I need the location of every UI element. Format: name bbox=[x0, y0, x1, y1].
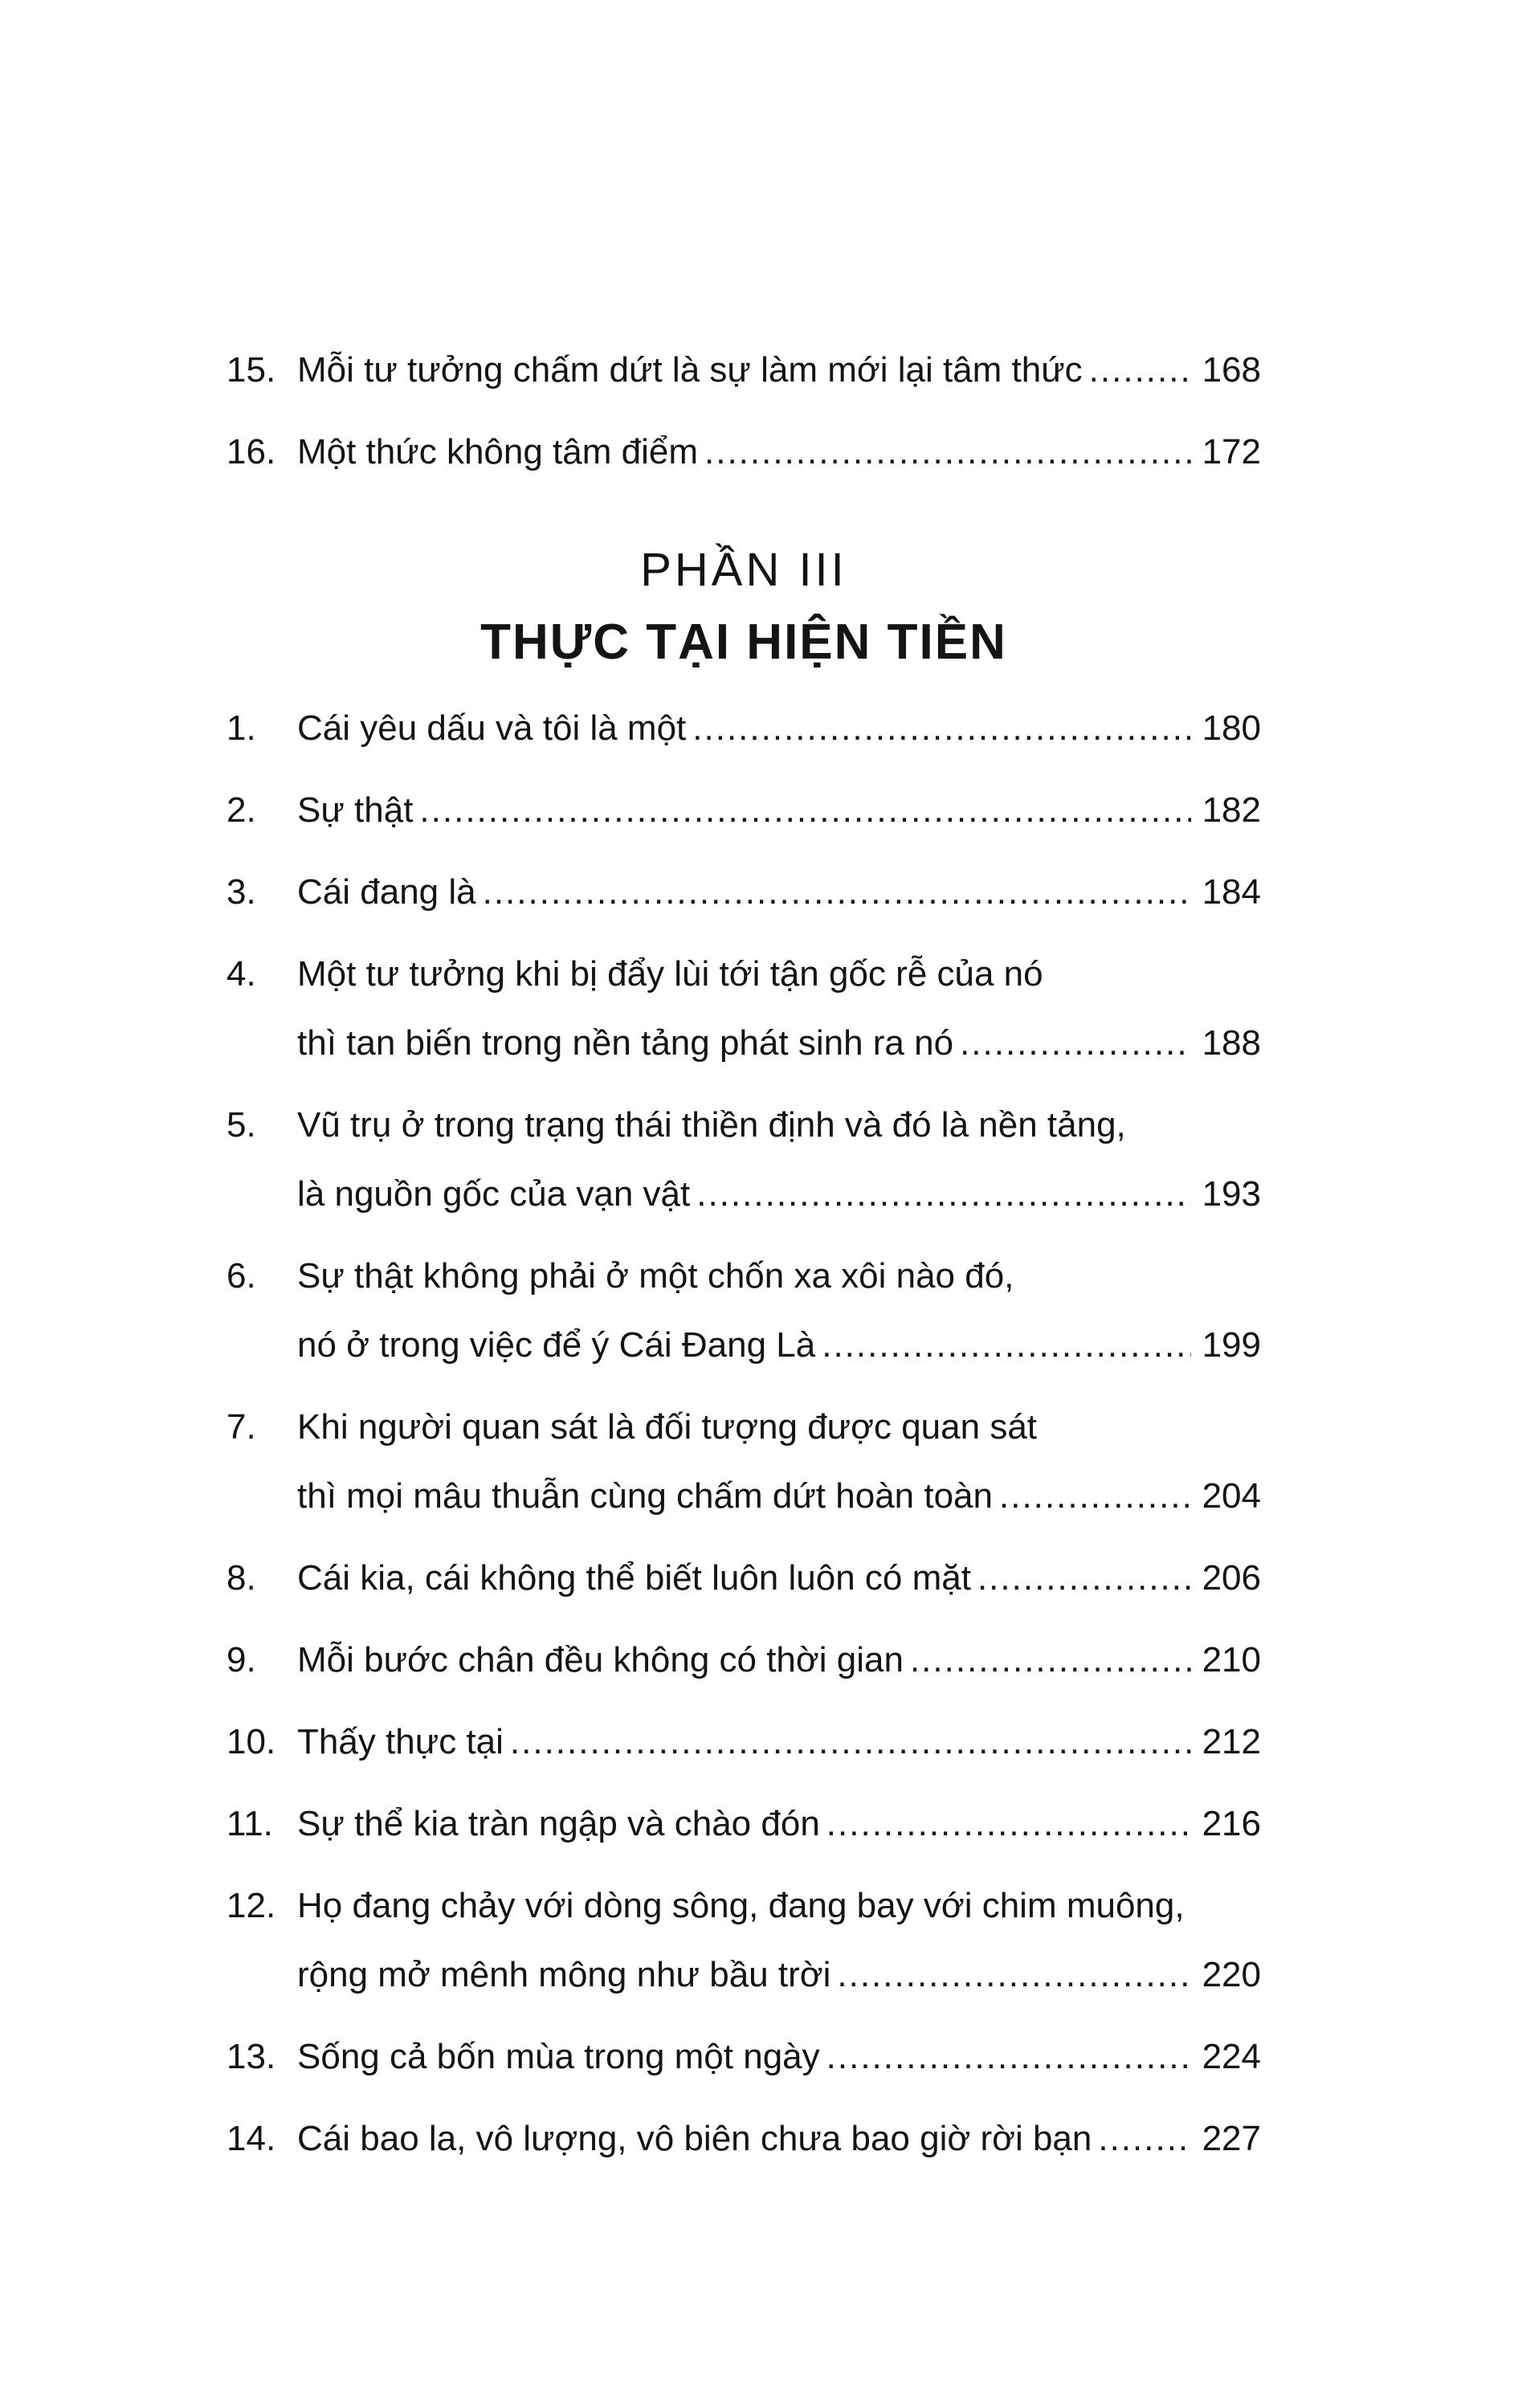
entry-body bbox=[297, 1626, 1261, 1695]
entry-number: 2. bbox=[226, 790, 256, 830]
entry-line bbox=[297, 2104, 1261, 2173]
entry-title: Sự thể kia tràn ngập và chào đón bbox=[297, 1804, 820, 1843]
entry-line bbox=[297, 858, 1261, 927]
entry-line bbox=[297, 1311, 1261, 1380]
toc-entry bbox=[226, 418, 1261, 487]
entry-line bbox=[297, 694, 1261, 763]
section-heading bbox=[226, 541, 1261, 675]
entry-title: Thấy thực tại bbox=[297, 1722, 504, 1761]
dot-leader bbox=[483, 858, 1191, 927]
entry-title: thì mọi mâu thuẫn cùng chấm dứt hoàn toàn bbox=[297, 1476, 993, 1516]
entry-line bbox=[297, 776, 1261, 845]
entry-body bbox=[297, 418, 1261, 487]
dot-leader bbox=[696, 1160, 1190, 1229]
entry-body bbox=[297, 1393, 1261, 1531]
entry-line bbox=[297, 418, 1261, 487]
entry-page-number: 216 bbox=[1202, 1804, 1261, 1843]
entry-page-number: 180 bbox=[1202, 708, 1261, 748]
dot-leader bbox=[704, 418, 1191, 487]
dot-leader bbox=[822, 1311, 1190, 1380]
entry-body bbox=[297, 2022, 1261, 2092]
toc-entry bbox=[226, 1242, 1261, 1380]
entry-number: 15. bbox=[226, 350, 276, 390]
dot-leader bbox=[419, 776, 1190, 845]
toc-entry bbox=[226, 940, 1261, 1078]
dot-leader bbox=[960, 1009, 1191, 1078]
entry-number: 4. bbox=[226, 954, 256, 994]
entry-body bbox=[297, 694, 1261, 763]
dot-leader bbox=[826, 2022, 1191, 2092]
entry-line bbox=[297, 1009, 1261, 1078]
entry-number: 8. bbox=[226, 1558, 256, 1598]
entry-number: 5. bbox=[226, 1105, 256, 1145]
entry-line bbox=[297, 1242, 1261, 1311]
part-label: PHẦN III bbox=[640, 544, 847, 596]
dot-leader bbox=[510, 1708, 1191, 1777]
entry-line bbox=[297, 336, 1261, 405]
entry-title: Mỗi bước chân đều không có thời gian bbox=[297, 1640, 904, 1679]
entry-line bbox=[297, 1544, 1261, 1613]
toc-entry bbox=[226, 1626, 1261, 1695]
toc-entry bbox=[226, 776, 1261, 845]
toc-entry bbox=[226, 1091, 1261, 1229]
dot-leader bbox=[999, 1462, 1191, 1531]
toc-entry bbox=[226, 1708, 1261, 1777]
toc-entry bbox=[226, 1790, 1261, 1859]
entry-page-number: 220 bbox=[1202, 1955, 1261, 1994]
entry-body bbox=[297, 2104, 1261, 2173]
dot-leader bbox=[826, 1790, 1191, 1859]
dot-leader bbox=[977, 1544, 1191, 1613]
toc-entry bbox=[226, 2104, 1261, 2173]
entry-page-number: 184 bbox=[1202, 872, 1261, 912]
part-title: THỰC TẠI HIỆN TIỀN bbox=[480, 614, 1007, 670]
entry-title: Một tư tưởng khi bị đẩy lùi tới tận gốc rễ của nó bbox=[297, 954, 1043, 994]
entry-number: 3. bbox=[226, 872, 256, 912]
entry-title: Cái bao la, vô lượng, vô biên chưa bao giờ rời bạn bbox=[297, 2119, 1092, 2158]
toc-entry bbox=[226, 336, 1261, 405]
entry-number: 13. bbox=[226, 2037, 276, 2076]
dot-leader bbox=[692, 694, 1190, 763]
entry-body bbox=[297, 1242, 1261, 1380]
entry-number: 6. bbox=[226, 1256, 256, 1296]
entry-number: 16. bbox=[226, 432, 276, 471]
entry-title: nó ở trong việc để ý Cái Đang Là bbox=[297, 1325, 816, 1365]
dot-leader bbox=[837, 1941, 1190, 2010]
dot-leader bbox=[1098, 2104, 1190, 2173]
entry-body bbox=[297, 1091, 1261, 1229]
entry-body bbox=[297, 1871, 1261, 2010]
entry-line bbox=[297, 2022, 1261, 2092]
entry-title: Một thức không tâm điểm bbox=[297, 432, 698, 471]
entry-title: rộng mở mênh mông như bầu trời bbox=[297, 1955, 831, 1994]
entry-title: Sống cả bốn mùa trong một ngày bbox=[297, 2037, 820, 2076]
entry-page-number: 224 bbox=[1202, 2037, 1261, 2076]
entry-page-number: 188 bbox=[1202, 1023, 1261, 1063]
entry-body bbox=[297, 858, 1261, 927]
entry-page-number: 227 bbox=[1202, 2119, 1261, 2158]
entry-page-number: 212 bbox=[1202, 1722, 1261, 1761]
entry-line bbox=[297, 1708, 1261, 1777]
entry-title: Khi người quan sát là đối tượng được quan sát bbox=[297, 1407, 1038, 1447]
entry-body bbox=[297, 940, 1261, 1078]
entry-line bbox=[297, 1941, 1261, 2010]
entry-line bbox=[297, 940, 1261, 1009]
entry-body bbox=[297, 1790, 1261, 1859]
entry-number: 11. bbox=[226, 1804, 273, 1843]
entry-line bbox=[297, 1091, 1261, 1160]
entry-body bbox=[297, 1544, 1261, 1613]
dot-leader bbox=[1089, 336, 1191, 405]
entry-line bbox=[297, 1790, 1261, 1859]
dot-leader bbox=[910, 1626, 1191, 1695]
toc-entry bbox=[226, 1544, 1261, 1613]
entry-number: 9. bbox=[226, 1640, 256, 1679]
entry-page-number: 210 bbox=[1202, 1640, 1261, 1679]
entry-number: 10. bbox=[226, 1722, 276, 1761]
toc-entries-previous-part bbox=[226, 336, 1261, 487]
entry-title: Vũ trụ ở trong trạng thái thiền định và đó là nền tảng, bbox=[297, 1105, 1126, 1145]
entry-body bbox=[297, 336, 1261, 405]
toc-entry bbox=[226, 858, 1261, 927]
entry-page-number: 172 bbox=[1202, 432, 1261, 471]
entry-page-number: 206 bbox=[1202, 1558, 1261, 1598]
entry-page-number: 168 bbox=[1202, 350, 1261, 390]
entry-title: là nguồn gốc của vạn vật bbox=[297, 1174, 691, 1214]
toc-entries bbox=[226, 694, 1261, 2173]
entry-number: 7. bbox=[226, 1407, 256, 1447]
entry-body bbox=[297, 1708, 1261, 1777]
entry-title: Mỗi tư tưởng chấm dứt là sự làm mới lại tâm thức bbox=[297, 350, 1083, 390]
entry-title: Sự thật không phải ở một chốn xa xôi nào đó, bbox=[297, 1256, 1014, 1296]
toc-entry bbox=[226, 1393, 1261, 1531]
entry-title: Sự thật bbox=[297, 790, 414, 830]
entry-title: Họ đang chảy với dòng sông, đang bay với chim muông, bbox=[297, 1886, 1185, 1925]
entry-title: Cái yêu dấu và tôi là một bbox=[297, 708, 687, 748]
entry-line bbox=[297, 1871, 1261, 1941]
entry-page-number: 193 bbox=[1202, 1174, 1261, 1214]
entry-line bbox=[297, 1160, 1261, 1229]
entry-title: thì tan biến trong nền tảng phát sinh ra nó bbox=[297, 1023, 954, 1063]
entry-line bbox=[297, 1393, 1261, 1462]
toc-entry bbox=[226, 1871, 1261, 2010]
entry-page-number: 182 bbox=[1202, 790, 1261, 830]
entry-title: Cái kia, cái không thể biết luôn luôn có mặt bbox=[297, 1558, 971, 1598]
entry-page-number: 204 bbox=[1202, 1476, 1261, 1516]
entry-body bbox=[297, 776, 1261, 845]
table-of-contents bbox=[226, 336, 1261, 2173]
entry-page-number: 199 bbox=[1202, 1325, 1261, 1365]
entry-number: 1. bbox=[226, 708, 256, 748]
toc-entry bbox=[226, 694, 1261, 763]
entry-number: 14. bbox=[226, 2119, 276, 2158]
entry-line bbox=[297, 1462, 1261, 1531]
entry-line bbox=[297, 1626, 1261, 1695]
entry-title: Cái đang là bbox=[297, 872, 476, 912]
toc-entry bbox=[226, 2022, 1261, 2092]
entry-number: 12. bbox=[226, 1886, 276, 1925]
